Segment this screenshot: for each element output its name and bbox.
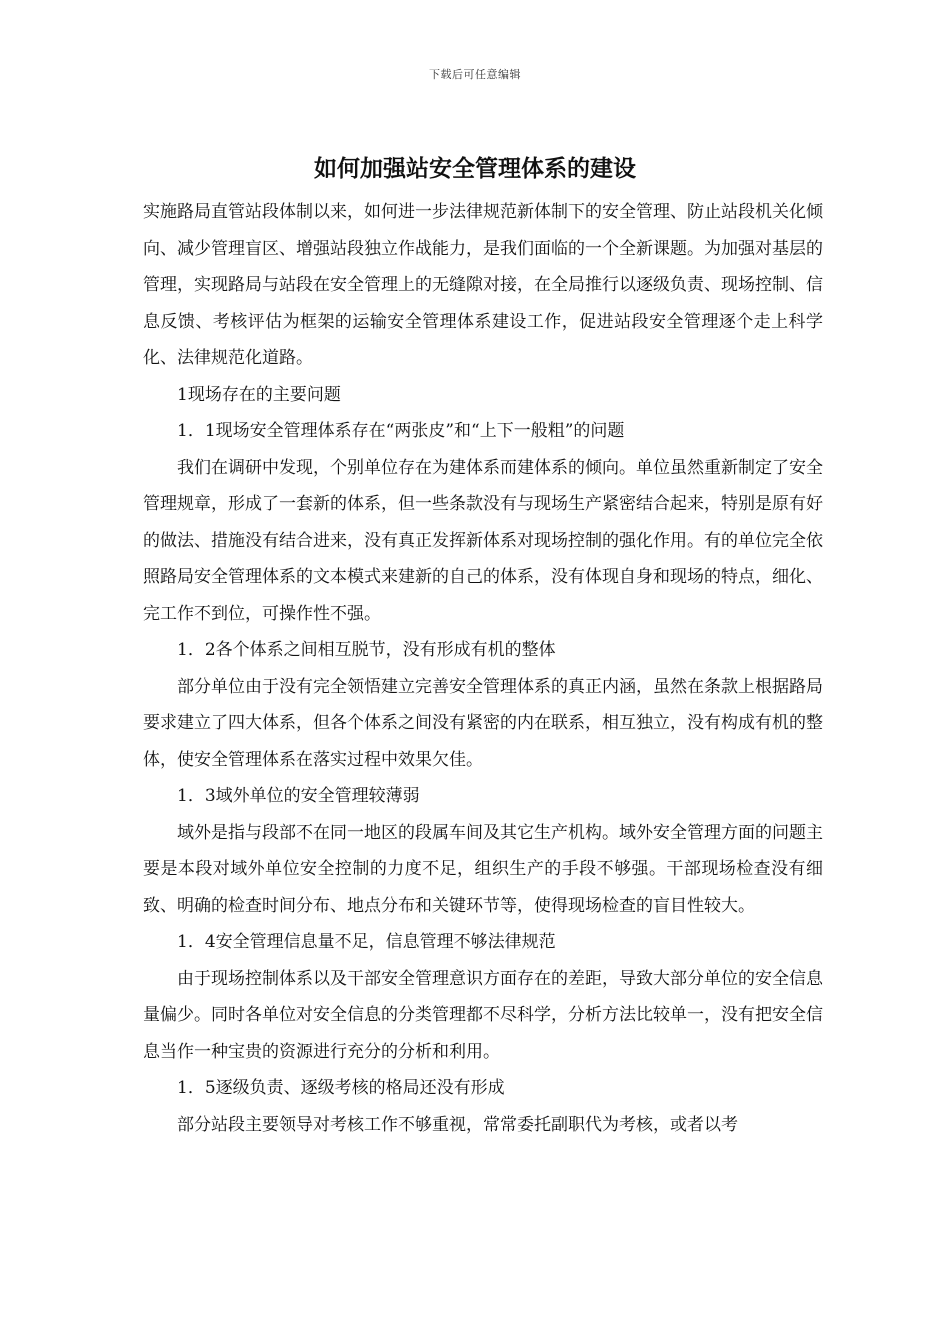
paragraph-1-3: 域外是指与段部不在同一地区的段属车间及其它生产机构。域外安全管理方面的问题主要是本段对域外单位安全控制的力度不足，组织生产的手段不够强。干部现场检查没有细致、明确的检查时间分布、地点分布和关键环节等，使得现场检查的盲目性较大。: [143, 822, 823, 916]
document-title: 如何加强站安全管理体系的建设: [314, 155, 636, 182]
document-body: [143, 194, 823, 1143]
subsection-heading-1-1: 1．1现场安全管理体系存在“两张皮”和“上下一般粗”的问题: [177, 421, 625, 441]
subsection-heading-1-3: 1．3域外单位的安全管理较薄弱: [177, 786, 420, 806]
paragraph-1-5: 部分站段主要领导对考核工作不够重视，常常委托副职代为考核，或者以考: [177, 1114, 738, 1135]
subsection-heading-1-4: 1．4安全管理信息量不足，信息管理不够法律规范: [177, 932, 556, 952]
paragraph-1-4: 由于现场控制体系以及干部安全管理意识方面存在的差距，导致大部分单位的安全信息量偏少。同时各单位对安全信息的分类管理都不尽科学，分析方法比较单一，没有把安全信息当作一种宝贵的资源进行充分的分析和利用。: [143, 968, 823, 1062]
paragraph-1-1: 我们在调研中发现，个别单位存在为建体系而建体系的倾向。单位虽然重新制定了安全管理规章，形成了一套新的体系，但一些条款没有与现场生产紧密结合起来，特别是原有好的做法、措施没有结合进来，没有真正发挥新体系对现场控制的强化作用。有的单位完全依照路局安全管理体系的文本模式来建新的自己的体系，没有体现自身和现场的特点，细化、完工作不到位，可操作性不强。: [143, 457, 823, 624]
paragraph-1-2: 部分单位由于没有完全领悟建立完善安全管理体系的真正内涵，虽然在条款上根据路局要求建立了四大体系，但各个体系之间没有紧密的内在联系，相互独立，没有构成有机的整体，使安全管理体系在落实过程中效果欠佳。: [143, 676, 823, 770]
section-heading-1: 1现场存在的主要问题: [177, 384, 341, 405]
subsection-heading-1-2: 1．2各个体系之间相互脱节，没有形成有机的整体: [177, 640, 556, 660]
header-note: 下载后可任意编辑: [429, 68, 521, 81]
subsection-heading-1-5: 1．5逐级负责、逐级考核的格局还没有形成: [177, 1078, 505, 1098]
intro-paragraph: 实施路局直管站段体制以来，如何进一步法律规范新体制下的安全管理、防止站段机关化倾向、减少管理盲区、增强站段独立作战能力，是我们面临的一个全新课题。为加强对基层的管理，实现路局与站段在安全管理上的无缝隙对接，在全局推行以逐级负责、现场控制、信息反馈、考核评估为框架的运输安全管理体系建设工作，促进站段安全管理逐个走上科学化、法律规范化道路。: [143, 202, 823, 368]
